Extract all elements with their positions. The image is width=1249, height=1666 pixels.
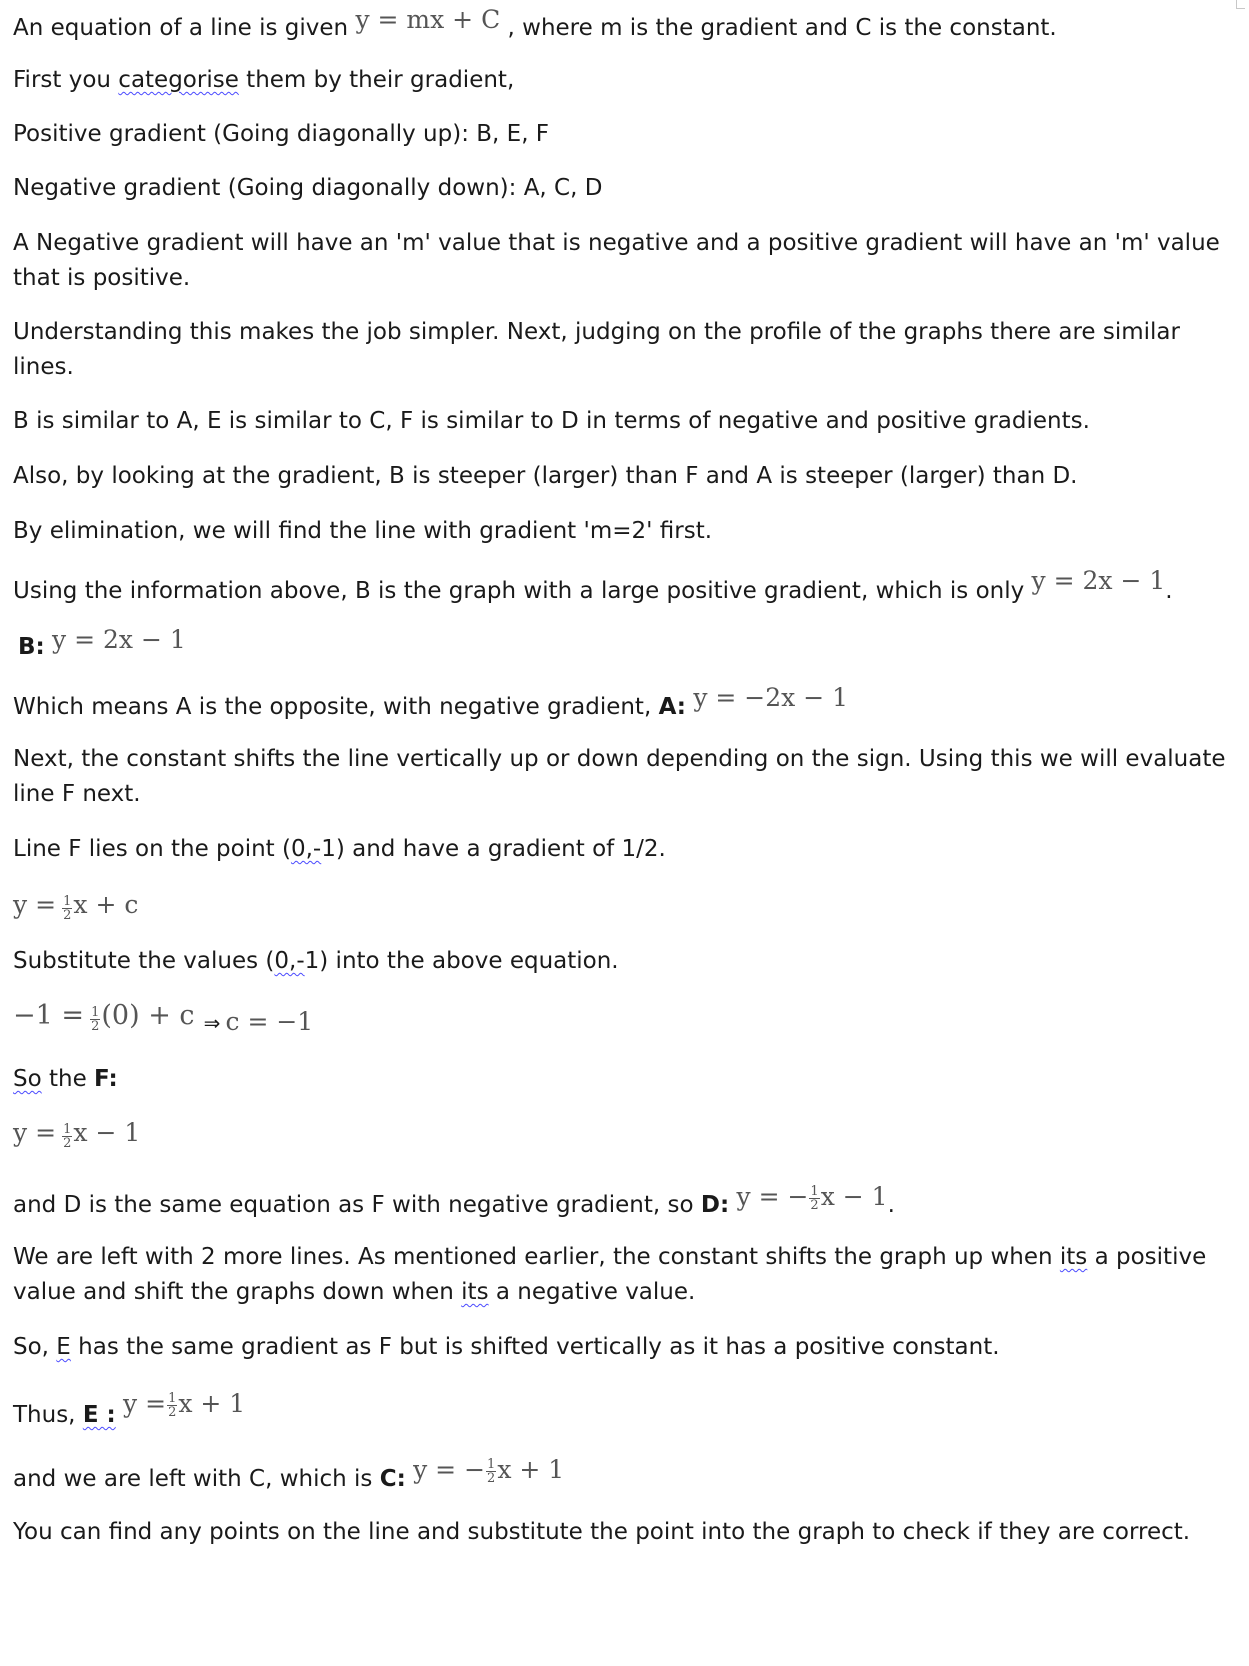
text: them by their gradient, bbox=[238, 67, 515, 93]
line-equation-intro bbox=[13, 5, 1057, 47]
line-e-shift bbox=[13, 1329, 1000, 1366]
math-equation bbox=[413, 1455, 565, 1486]
math-rhs: x − 1 bbox=[73, 1118, 141, 1147]
line-gradient-sign-2: that is positive. bbox=[13, 265, 191, 291]
numerator: 1 bbox=[810, 1184, 819, 1199]
line-left-with-1 bbox=[13, 1239, 1206, 1276]
numerator: 1 bbox=[63, 894, 72, 909]
label-d: D: bbox=[700, 1192, 730, 1218]
text: Substitute the values ( bbox=[13, 948, 275, 974]
math-lhs: y = bbox=[13, 890, 57, 919]
line-left-with-2 bbox=[13, 1274, 695, 1311]
denominator: 2 bbox=[487, 1471, 496, 1486]
math-lhs: −1 = bbox=[13, 1000, 85, 1031]
math-rhs: x + 1 bbox=[497, 1455, 565, 1484]
math-equation: y = 2x − 1 bbox=[1031, 566, 1166, 595]
implies-arrow-icon: ⇒ bbox=[203, 1011, 221, 1035]
fraction-half bbox=[62, 1123, 72, 1150]
text: has the same gradient as F but is shifted vertically as it has a positive constant. bbox=[70, 1334, 1000, 1360]
text: 1) and have a gradient of 1/2. bbox=[321, 836, 666, 862]
math-rhs: x + 1 bbox=[178, 1389, 246, 1418]
denominator: 2 bbox=[63, 908, 72, 923]
spellcheck-word[interactable]: its bbox=[1059, 1244, 1088, 1270]
line-constant-1: Next, the constant shifts the line vertically up or down depending on the sign. Using this we will evaluate bbox=[13, 746, 1226, 772]
numerator: 1 bbox=[91, 1005, 100, 1020]
line-constant-2: line F next. bbox=[13, 781, 141, 807]
line-steepness: Also, by looking at the gradient, B is steeper (larger) than F and A is steeper (larger) than D. bbox=[13, 463, 1078, 489]
equation-f-final bbox=[13, 1118, 140, 1150]
line-a-equation bbox=[13, 683, 848, 726]
numerator: 1 bbox=[63, 1122, 72, 1137]
spellcheck-word[interactable]: its bbox=[461, 1279, 489, 1305]
line-categorise bbox=[13, 62, 514, 99]
math-rhs: x − 1 bbox=[820, 1182, 888, 1211]
math-rhs: x + c bbox=[73, 890, 139, 919]
text: the bbox=[41, 1066, 95, 1092]
denominator: 2 bbox=[168, 1405, 177, 1420]
label-c: C: bbox=[379, 1466, 406, 1492]
page-corner-mark bbox=[1236, 0, 1245, 9]
spellcheck-word[interactable]: 0,- bbox=[274, 948, 305, 974]
line-check-points: You can find any points on the line and substitute the point into the graph to check if they are correct. bbox=[13, 1519, 1191, 1545]
math-equation bbox=[736, 1182, 888, 1213]
spellcheck-word[interactable]: categorise bbox=[118, 67, 239, 93]
numerator: 1 bbox=[487, 1457, 496, 1472]
line-f-point bbox=[13, 831, 666, 868]
text: Which means A is the opposite, with negative gradient, bbox=[13, 694, 659, 720]
denominator: 2 bbox=[91, 1019, 100, 1034]
math-rhs: (0) + c bbox=[101, 1000, 195, 1031]
math-equation: y = 2x − 1 bbox=[52, 625, 186, 654]
equation-substitution bbox=[13, 1000, 314, 1036]
math-lhs: y = − bbox=[736, 1182, 809, 1211]
spellcheck-word[interactable]: So bbox=[13, 1066, 42, 1092]
line-negative-gradient: Negative gradient (Going diagonally down): A, C, D bbox=[13, 175, 603, 201]
label-f: F: bbox=[94, 1066, 118, 1092]
line-positive-gradient: Positive gradient (Going diagonally up): B, E, F bbox=[13, 121, 550, 147]
text: a positive bbox=[1087, 1244, 1207, 1270]
math-lhs: y = bbox=[13, 1118, 57, 1147]
text: 1) into the above equation. bbox=[304, 948, 619, 974]
math-equation bbox=[123, 1389, 246, 1420]
text: value and shift the graphs down when bbox=[13, 1279, 462, 1305]
label-a: A: bbox=[658, 694, 687, 720]
math-lhs: y = bbox=[123, 1389, 167, 1418]
text: First you bbox=[13, 67, 119, 93]
spellcheck-word[interactable]: E bbox=[56, 1334, 71, 1360]
text: and we are left with C, which is bbox=[13, 1466, 380, 1492]
text: Line F lies on the point ( bbox=[13, 836, 291, 862]
fraction-half bbox=[62, 895, 72, 922]
text: Thus, bbox=[13, 1402, 83, 1428]
fraction-half bbox=[809, 1185, 819, 1212]
denominator: 2 bbox=[810, 1198, 819, 1213]
line-understanding-1: Understanding this makes the job simpler. Next, judging on the profile of the graphs there are similar bbox=[13, 319, 1180, 345]
numerator: 1 bbox=[168, 1391, 177, 1406]
text: . bbox=[887, 1192, 895, 1218]
line-so-the-f bbox=[13, 1061, 118, 1098]
line-d-equation bbox=[13, 1182, 895, 1224]
line-understanding-2: lines. bbox=[13, 354, 74, 380]
text: Using the information above, B is the graph with a large positive gradient, which is only bbox=[13, 578, 1032, 604]
math-equation: y = mx + C bbox=[355, 5, 501, 34]
fraction-half bbox=[167, 1392, 177, 1419]
line-using-info bbox=[13, 566, 1173, 610]
text: . bbox=[1165, 578, 1173, 604]
denominator: 2 bbox=[63, 1136, 72, 1151]
label-b: B: bbox=[18, 634, 45, 660]
line-gradient-sign-1: A Negative gradient will have an 'm' value that is negative and a positive gradient will have an 'm' value bbox=[13, 230, 1220, 256]
line-elimination: By elimination, we will find the line with gradient 'm=2' first. bbox=[13, 518, 713, 544]
line-c-equation bbox=[13, 1455, 565, 1498]
equation-f-general bbox=[13, 890, 138, 922]
line-similarity: B is similar to A, E is similar to C, F is similar to D in terms of negative and positive gradients. bbox=[13, 408, 1090, 434]
fraction-half bbox=[486, 1458, 496, 1485]
label-e[interactable]: E : bbox=[82, 1402, 116, 1428]
text: and D is the same equation as F with negative gradient, so bbox=[13, 1192, 701, 1218]
math-equation: y = −2x − 1 bbox=[693, 683, 848, 712]
fraction-half bbox=[90, 1006, 100, 1033]
spellcheck-word[interactable]: 0,- bbox=[290, 836, 322, 862]
text: We are left with 2 more lines. As mentioned earlier, the constant shifts the graph up when bbox=[13, 1244, 1060, 1270]
math-result: c = −1 bbox=[225, 1007, 314, 1036]
math-lhs: y = − bbox=[413, 1455, 486, 1484]
text: , where m is the gradient and C is the constant. bbox=[507, 15, 1057, 41]
text: An equation of a line is given bbox=[13, 15, 356, 41]
text: a negative value. bbox=[488, 1279, 696, 1305]
text: So, bbox=[13, 1334, 57, 1360]
line-e-equation bbox=[13, 1389, 246, 1434]
line-b-equation bbox=[18, 627, 186, 666]
line-substitute bbox=[13, 943, 619, 980]
